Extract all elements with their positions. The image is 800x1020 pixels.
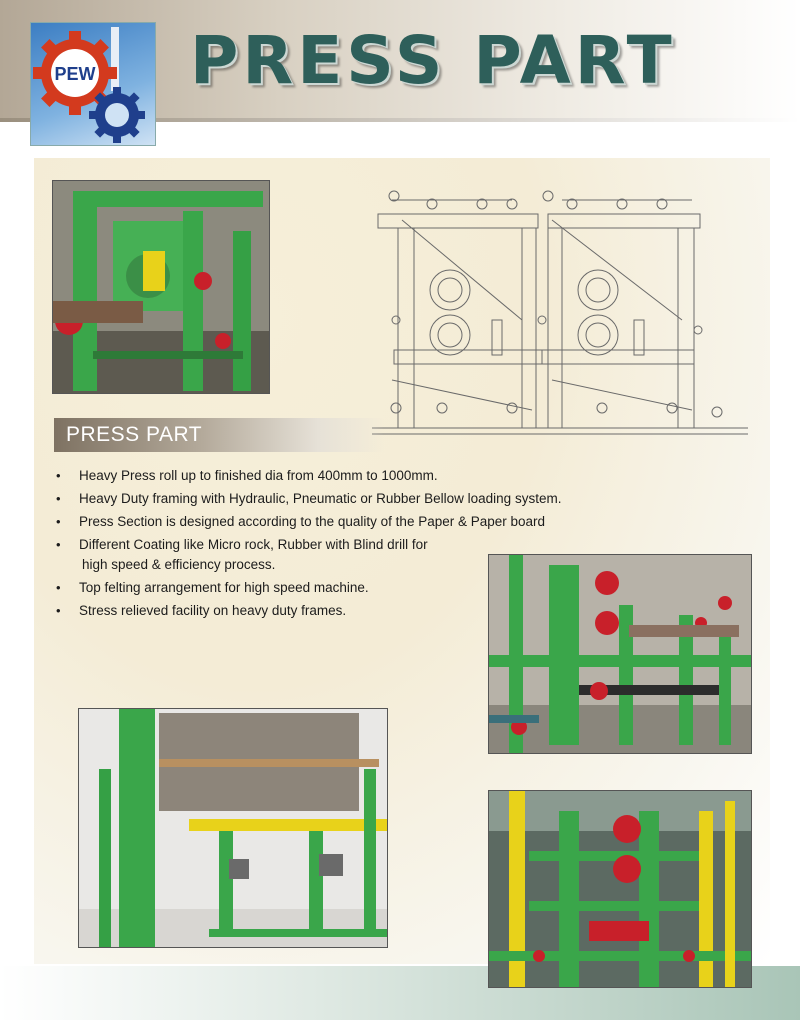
feature-text: Top felting arrangement for high speed machine.: [79, 580, 369, 595]
section-heading: [54, 418, 384, 452]
feature-text: Different Coating like Micro rock, Rubber with Blind drill for: [79, 537, 428, 552]
press-section-photo-1: [52, 180, 270, 394]
list-item: [56, 466, 616, 486]
feature-text: Heavy Press roll up to finished dia from 400mm to 1000mm.: [79, 468, 438, 483]
feature-text: Heavy Duty framing with Hydraulic, Pneumatic or Rubber Bellow loading system.: [79, 491, 562, 506]
press-section-drawing: [372, 180, 748, 442]
feature-text: Stress relieved facility on heavy duty frames.: [79, 603, 347, 618]
section-heading-label: PRESS PART: [66, 423, 203, 446]
logo-text: PEW: [54, 64, 96, 84]
company-logo: [30, 22, 156, 146]
press-section-photo-4: [488, 790, 752, 988]
feature-text: Press Section is designed according to the quality of the Paper & Paper board: [79, 514, 546, 529]
list-item: [56, 489, 616, 509]
press-section-photo-3: [78, 708, 388, 948]
list-item: [56, 512, 616, 532]
press-section-photo-2: [488, 554, 752, 754]
page-title: PRESS PART: [190, 22, 676, 99]
feature-text-continued: high speed & efficiency process.: [82, 557, 276, 572]
